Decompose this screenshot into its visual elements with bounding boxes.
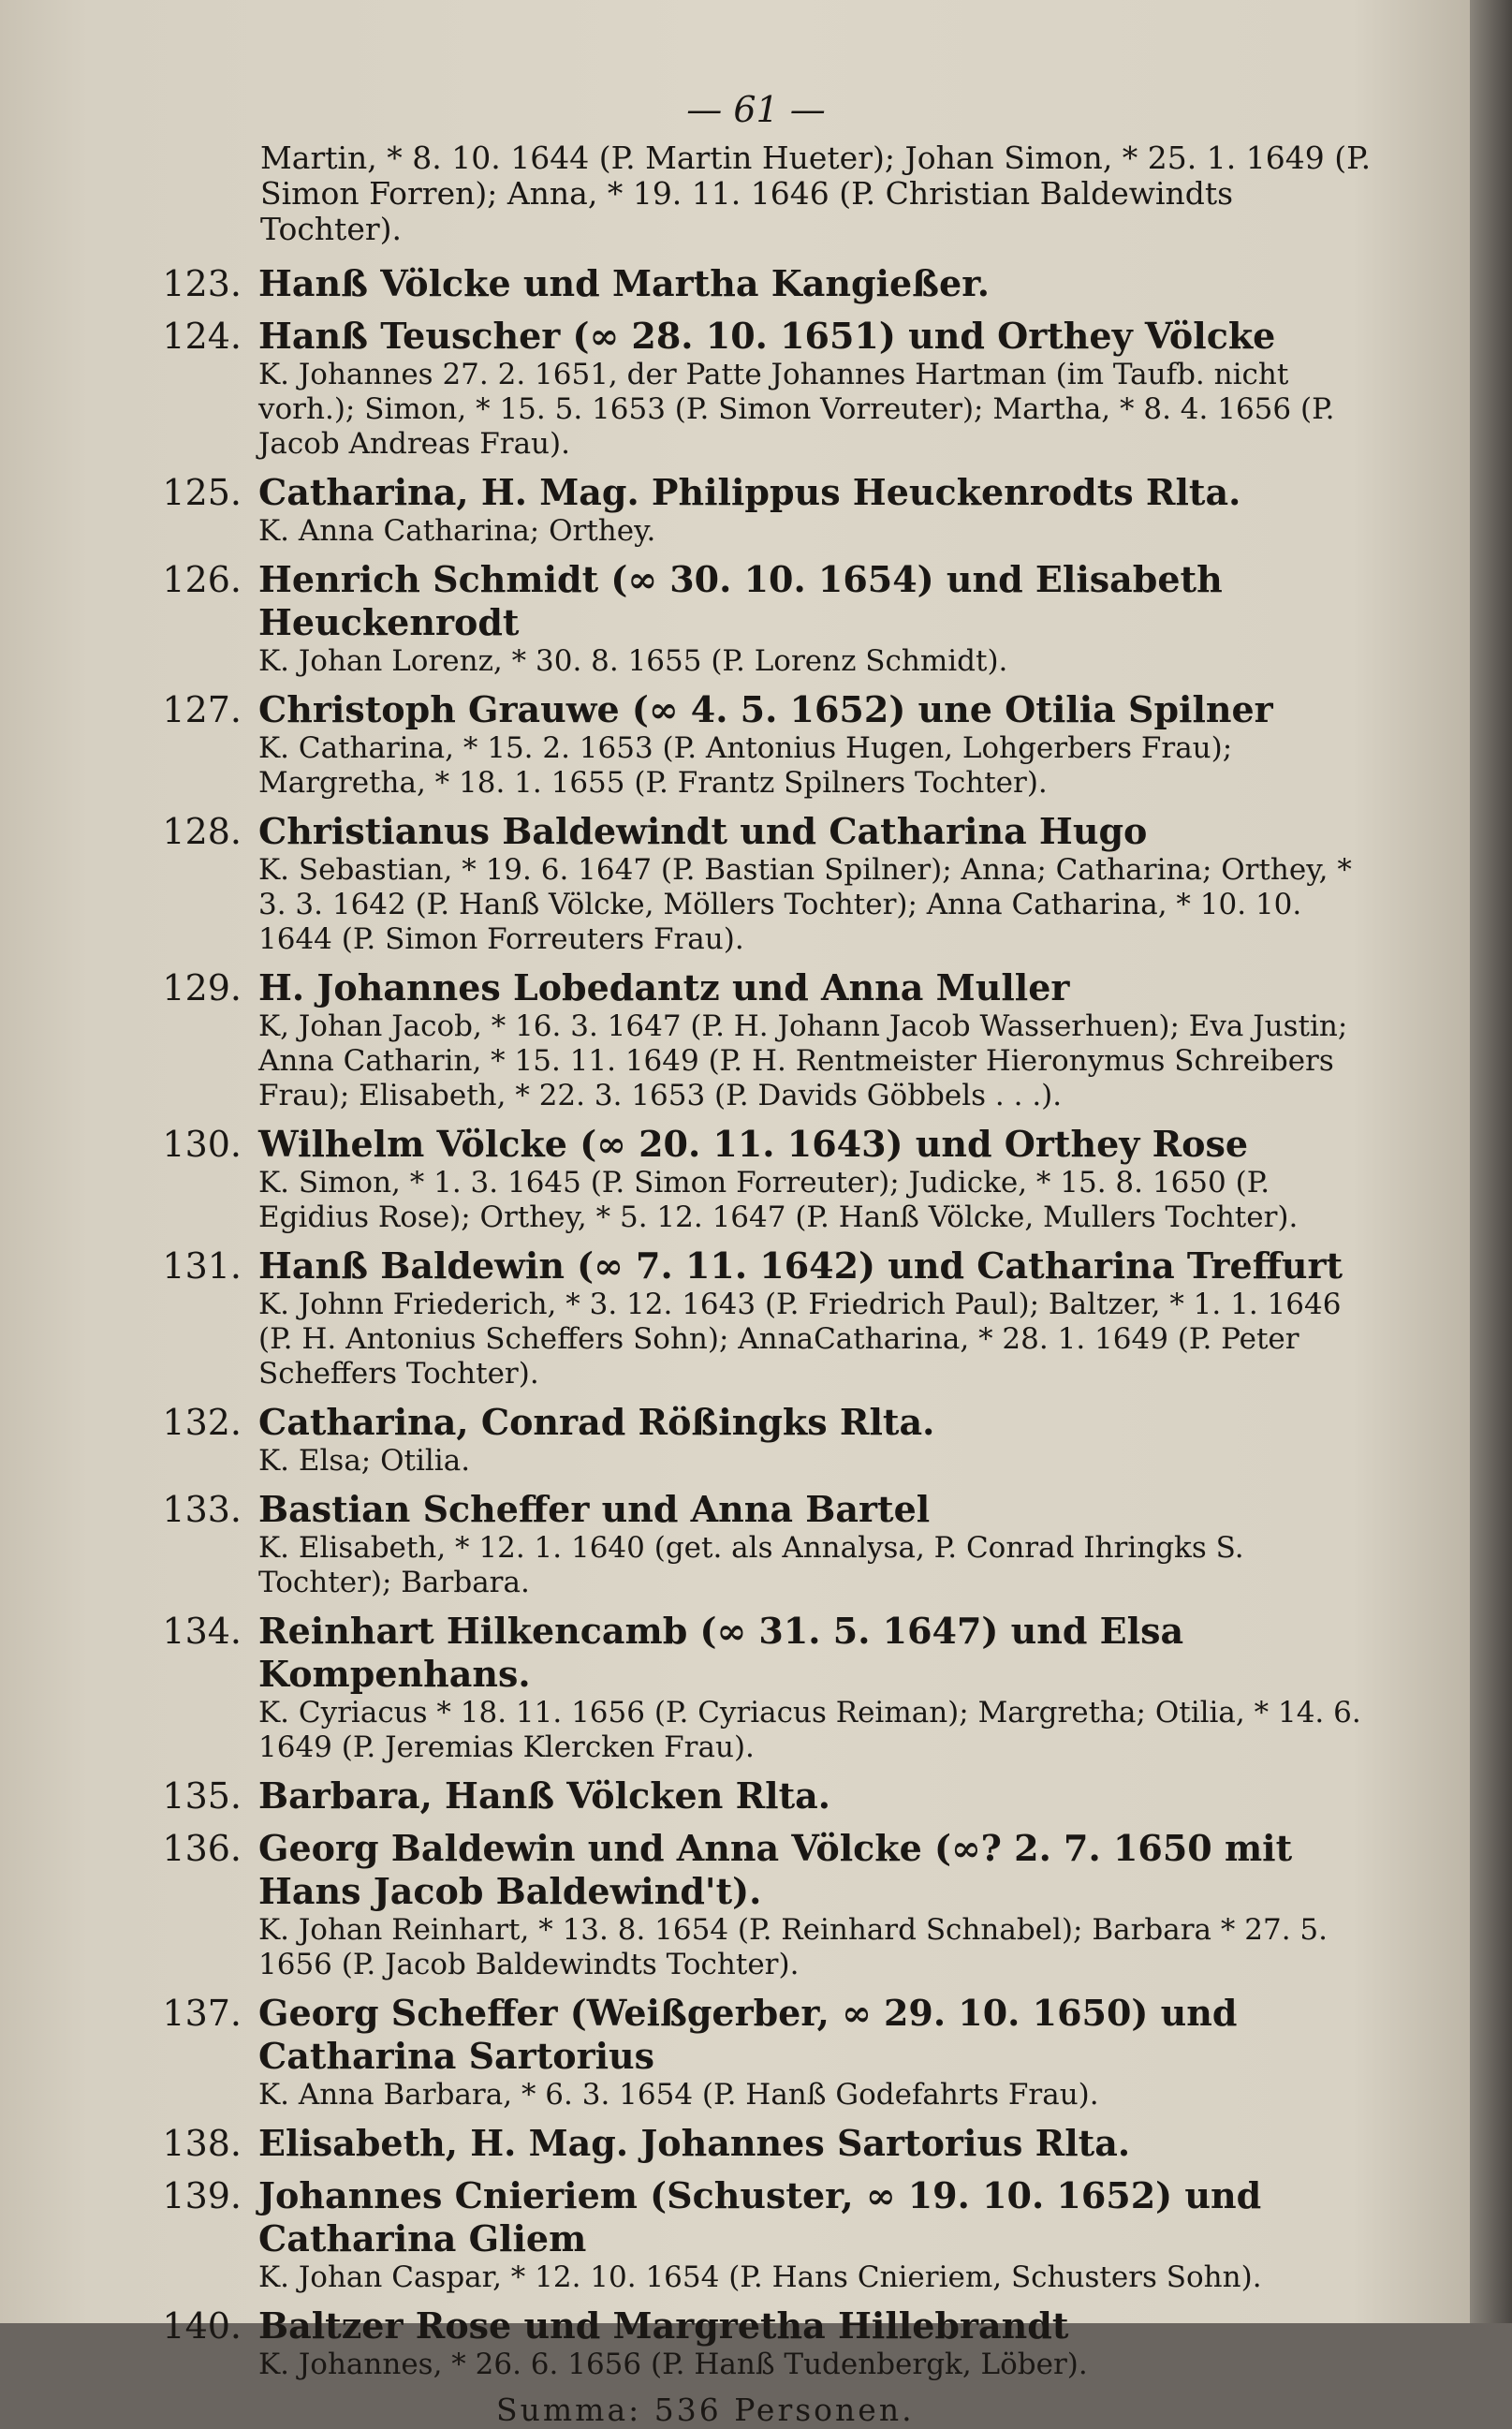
entry-detail: K, Johan Jacob, * 16. 3. 1647 (P. H. Johann Jacob Wasserhuen); Eva Justin; Anna Catharin, * 15. 11. 1649 (P. H. Rentmeister Hieronymus Schreibers Frau); Elisabeth, * 22. 3. 1653 (P. Davids Göbbels . . .).	[258, 1009, 1348, 1112]
entry-title: Johannes Cnieriem (Schuster, ∞ 19. 10. 1652) und Catharina Gliem	[258, 2174, 1262, 2260]
entry-title: Georg Baldewin und Anna Völcke (∞? 2. 7. 1650 mit Hans Jacob Baldewind't).	[258, 1827, 1293, 1912]
entry-detail: K. Johan Lorenz, * 30. 8. 1655 (P. Lorenz Schmidt).	[258, 644, 1008, 678]
entry-detail: K. Elisabeth, * 12. 1. 1640 (get. als Annalysa, P. Conrad Ihringks S. Tochter); Barbara.	[258, 1531, 1244, 1599]
entry-title: Hanß Völcke und Martha Kangießer.	[258, 262, 990, 304]
entry-title: Elisabeth, H. Mag. Johannes Sartorius Rlta.	[258, 2122, 1131, 2164]
entry-title: Catharina, Conrad Rößingks Rlta.	[258, 1401, 935, 1443]
entry-130	[140, 1123, 1376, 1235]
entry-number: 138.	[162, 2123, 242, 2164]
entry-140	[140, 2304, 1376, 2382]
entry-133	[140, 1488, 1376, 1600]
entry-125	[140, 471, 1376, 549]
entry-135	[140, 1774, 1376, 1818]
entry-title: Hanß Teuscher (∞ 28. 10. 1651) und Orthey Völcke	[258, 315, 1276, 357]
entry-title: Bastian Scheffer und Anna Bartel	[258, 1488, 931, 1530]
entry-134	[140, 1610, 1376, 1765]
entry-number: 132.	[162, 1402, 242, 1443]
entry-124	[140, 315, 1376, 462]
entry-129	[140, 966, 1376, 1113]
entry-number: 139.	[162, 2175, 242, 2216]
entry-123	[140, 262, 1376, 305]
book-spine-edge	[1470, 0, 1512, 2323]
entry-number: 124.	[162, 316, 242, 357]
intro-paragraph: Martin, * 8. 10. 1644 (P. Martin Hueter); Johan Simon, * 25. 1. 1649 (P. Simon Forren); Anna, * 19. 11. 1646 (P. Christian Baldewindts Tochter).	[260, 140, 1372, 247]
entry-detail: K. Johan Caspar, * 12. 10. 1654 (P. Hans Cnieriem, Schusters Sohn).	[258, 2260, 1262, 2294]
entry-139	[140, 2174, 1376, 2295]
entry-number: 126.	[162, 559, 242, 600]
summary-total: Summa: 536 Personen.	[496, 2392, 915, 2428]
entry-number: 128.	[162, 811, 242, 852]
entry-number: 123.	[162, 263, 242, 304]
entry-number: 133.	[162, 1489, 242, 1530]
entry-detail: K. Elsa; Otilia.	[258, 1444, 471, 1478]
entry-title: Henrich Schmidt (∞ 30. 10. 1654) und Elisabeth Heuckenrodt	[258, 558, 1223, 643]
entry-131	[140, 1244, 1376, 1391]
entry-132	[140, 1401, 1376, 1479]
page-content	[140, 140, 1376, 2429]
entry-detail: K. Cyriacus * 18. 11. 1656 (P. Cyriacus Reiman); Margretha; Otilia, * 14. 6. 1649 (P. Jeremias Klercken Frau).	[258, 1696, 1361, 1764]
entry-detail: K. Anna Catharina; Orthey.	[258, 514, 656, 548]
entry-number: 130.	[162, 1124, 242, 1165]
entry-number: 134.	[162, 1611, 242, 1652]
entry-number: 125.	[162, 472, 242, 513]
entry-title: Christoph Grauwe (∞ 4. 5. 1652) une Otilia Spilner	[258, 688, 1273, 730]
entry-title: Baltzer Rose und Margretha Hillebrandt	[258, 2304, 1069, 2347]
entry-title: Reinhart Hilkencamb (∞ 31. 5. 1647) und Elsa Kompenhans.	[258, 1610, 1184, 1695]
entry-detail: K. Anna Barbara, * 6. 3. 1654 (P. Hanß Godefahrts Frau).	[258, 2078, 1099, 2112]
entry-127	[140, 688, 1376, 801]
entry-title: Georg Scheffer (Weißgerber, ∞ 29. 10. 1650) und Catharina Sartorius	[258, 1992, 1238, 2077]
entry-126	[140, 558, 1376, 679]
entry-title: Christianus Baldewindt und Catharina Hugo	[258, 810, 1148, 852]
entry-title: Wilhelm Völcke (∞ 20. 11. 1643) und Orthey Rose	[258, 1123, 1249, 1165]
entry-detail: K. Sebastian, * 19. 6. 1647 (P. Bastian Spilner); Anna; Catharina; Orthey, * 3. 3. 1642 (P. Hanß Völcke, Möllers Tochter); Anna Catharina, * 10. 10. 1644 (P. Simon Forreuters Frau).	[258, 853, 1352, 956]
entry-number: 137.	[162, 1993, 242, 2034]
entry-136	[140, 1827, 1376, 1982]
entry-number: 127.	[162, 689, 242, 730]
entry-detail: K. Johnn Friederich, * 3. 12. 1643 (P. Friedrich Paul); Baltzer, * 1. 1. 1646 (P. H. Antonius Scheffers Sohn); AnnaCatharina, * 28. 1. 1649 (P. Peter Scheffers Tochter).	[258, 1288, 1342, 1391]
entry-138	[140, 2122, 1376, 2165]
entry-detail: K. Johannes 27. 2. 1651, der Patte Johannes Hartman (im Taufb. nicht vorh.); Simon, * 15. 5. 1653 (P. Simon Vorreuter); Martha, * 8. 4. 1656 (P. Jacob Andreas Frau).	[258, 358, 1335, 461]
entry-number: 135.	[162, 1775, 242, 1817]
entry-number: 129.	[162, 967, 242, 1008]
entry-128	[140, 810, 1376, 957]
entry-title: Barbara, Hanß Völcken Rlta.	[258, 1774, 831, 1817]
entry-title: Catharina, H. Mag. Philippus Heuckenrodts Rlta.	[258, 471, 1241, 513]
page-number: — 61 —	[686, 89, 826, 130]
entry-137	[140, 1992, 1376, 2112]
entry-detail: K. Johan Reinhart, * 13. 8. 1654 (P. Reinhard Schnabel); Barbara * 27. 5. 1656 (P. Jacob Baldewindts Tochter).	[258, 1913, 1328, 1981]
entry-detail: K. Johannes, * 26. 6. 1656 (P. Hanß Tudenbergk, Löber).	[258, 2348, 1088, 2381]
entry-number: 131.	[162, 1245, 242, 1287]
entry-title: H. Johannes Lobedantz und Anna Muller	[258, 966, 1070, 1008]
entry-detail: K. Simon, * 1. 3. 1645 (P. Simon Forreuter); Judicke, * 15. 8. 1650 (P. Egidius Rose); Orthey, * 5. 12. 1647 (P. Hanß Völcke, Mullers Tochter).	[258, 1166, 1299, 1234]
entry-detail: K. Catharina, * 15. 2. 1653 (P. Antonius Hugen, Lohgerbers Frau); Margretha, * 18. 1. 1655 (P. Frantz Spilners Tochter).	[258, 731, 1233, 800]
entry-number: 140.	[162, 2305, 242, 2347]
entry-number: 136.	[162, 1828, 242, 1869]
entry-title: Hanß Baldewin (∞ 7. 11. 1642) und Catharina Treffurt	[258, 1244, 1343, 1287]
